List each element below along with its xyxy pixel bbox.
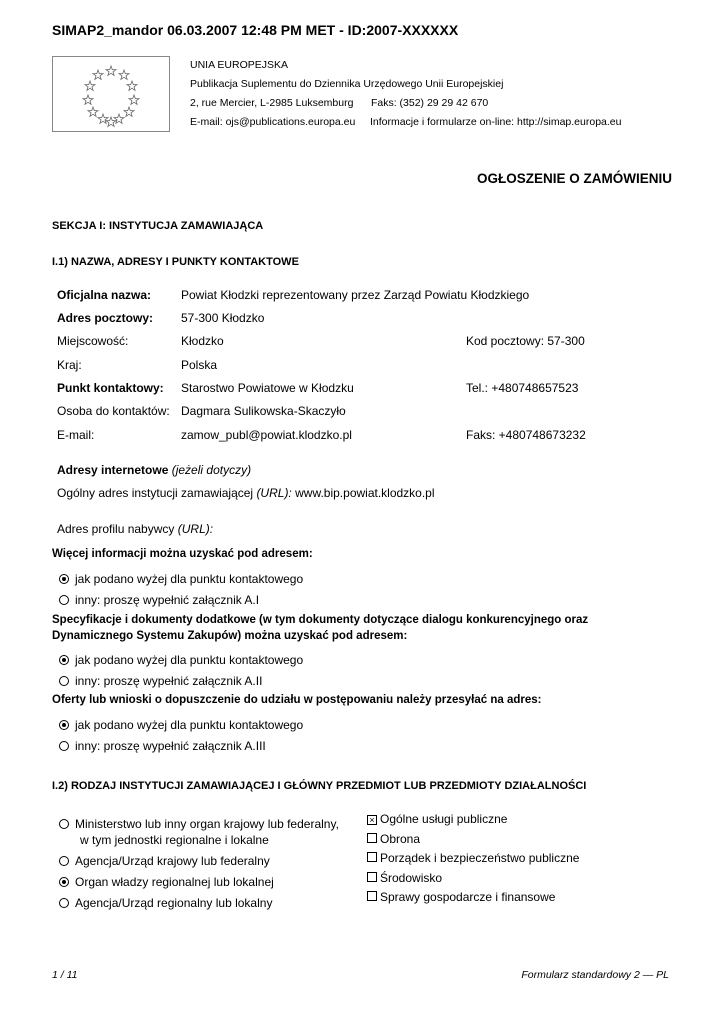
eu-fax: Faks: (352) 29 29 42 670 [370, 97, 489, 109]
offers-title: Oferty lub wnioski o dopuszczenie do udziału w postępowaniu należy przesyłać na adres: [52, 694, 542, 706]
subsection-title-2: I.2) RODZAJ INSTYTUCJI ZAMAWIAJĄCEJ I GŁÓWNY PRZEDMIOT LUB PRZEDMIOTY DZIAŁALNOŚCI [52, 780, 587, 792]
document-title: OGŁOSZENIE O ZAMÓWIENIU [477, 171, 672, 186]
type-option-2[interactable] [59, 854, 270, 868]
postcode-value: Kod pocztowy: 57-300 [466, 334, 585, 348]
radio-empty-icon[interactable] [59, 898, 69, 908]
option-label: jak podano wyżej dla punktu kontaktowego [75, 718, 304, 732]
eu-flag-logo [52, 56, 170, 132]
official-name-label: Oficjalna nazwa: [57, 288, 152, 302]
section-title: SEKCJA I: INSTYTUCJA ZAMAWIAJĄCA [52, 220, 264, 232]
radio-empty-icon[interactable] [59, 595, 69, 605]
option-label: Środowisko [380, 871, 443, 885]
radio-selected-icon[interactable] [59, 720, 69, 730]
option-label: inny: proszę wypełnić załącznik A.I [75, 593, 260, 607]
activity-option-1[interactable] [367, 812, 507, 826]
person-label: Osoba do kontaktów: [57, 404, 170, 418]
radio-empty-icon[interactable] [59, 819, 69, 829]
general-address-label: Ogólny adres instytucji zamawiającej [57, 486, 254, 500]
spec-option-1[interactable] [59, 653, 303, 667]
type-option-1-line2: w tym jednostki regionalne i lokalne [80, 833, 269, 847]
activity-option-5[interactable] [367, 890, 555, 904]
contact-point-label: Punkt kontaktowy: [57, 381, 164, 395]
offers-option-2[interactable] [59, 739, 266, 753]
country-label: Kraj: [57, 358, 82, 372]
spec-option-2[interactable] [59, 674, 262, 688]
checkbox-empty-icon[interactable] [367, 872, 377, 882]
official-name-value: Powiat Kłodzki reprezentowany przez Zarząd Powiatu Kłodzkiego [181, 288, 530, 302]
option-label: Agencja/Urząd krajowy lub federalny [75, 854, 270, 868]
more-info-title: Więcej informacji można uzyskać pod adresem: [52, 548, 313, 560]
option-label: Sprawy gospodarcze i finansowe [380, 890, 556, 904]
radio-selected-icon[interactable] [59, 877, 69, 887]
spec-title-line2: Dynamicznego Systemu Zakupów) można uzyskać pod adresem: [52, 630, 408, 642]
eu-stars-icon [53, 57, 169, 131]
option-label: Organ władzy regionalnej lub lokalnej [75, 875, 274, 889]
general-address [57, 486, 435, 500]
option-label: Ministerstwo lub inny organ krajowy lub federalny, [75, 817, 339, 831]
contact-point-value: Starostwo Powiatowe w Kłodzku [181, 381, 354, 395]
type-option-1[interactable] [59, 817, 339, 831]
option-label: Obrona [380, 832, 421, 846]
eu-line1: UNIA EUROPEJSKA [190, 59, 289, 71]
form-name: Formularz standardowy 2 — PL [521, 969, 669, 981]
header-title: SIMAP2_mandor 06.03.2007 12:48 PM MET - ID:2007-XXXXXX [52, 22, 459, 38]
offers-option-1[interactable] [59, 718, 303, 732]
radio-selected-icon[interactable] [59, 655, 69, 665]
checkbox-checked-icon[interactable]: × [367, 815, 377, 825]
subsection-title-1: I.1) NAZWA, ADRESY I PUNKTY KONTAKTOWE [52, 256, 299, 268]
city-label: Miejscowość: [57, 334, 129, 348]
phone-value: Tel.: +480748657523 [466, 381, 579, 395]
fax-value: Faks: +480748673232 [466, 428, 586, 442]
more-info-option-1[interactable] [59, 572, 303, 586]
activity-option-2[interactable] [367, 832, 420, 846]
checkbox-empty-icon[interactable] [367, 852, 377, 862]
type-option-3[interactable] [59, 875, 274, 889]
activity-option-4[interactable] [367, 871, 442, 885]
email-label: E-mail: [57, 428, 95, 442]
eu-publisher-info [190, 56, 621, 132]
email-value[interactable]: zamow_publ@powiat.klodzko.pl [181, 428, 352, 442]
checkbox-empty-icon[interactable] [367, 833, 377, 843]
profile-address-label: Adres profilu nabywcy [57, 522, 175, 536]
radio-empty-icon[interactable] [59, 856, 69, 866]
radio-empty-icon[interactable] [59, 741, 69, 751]
person-value: Dagmara Sulikowska-Skaczyło [181, 404, 346, 418]
option-label: jak podano wyżej dla punktu kontaktowego [75, 653, 304, 667]
eu-line4 [190, 113, 621, 132]
radio-selected-icon[interactable] [59, 574, 69, 584]
option-label: jak podano wyżej dla punktu kontaktowego [75, 572, 304, 586]
option-label: inny: proszę wypełnić załącznik A.III [75, 739, 266, 753]
postal-value: 57-300 Kłodzko [181, 311, 265, 325]
option-label: inny: proszę wypełnić załącznik A.II [75, 674, 263, 688]
option-label: Porządek i bezpieczeństwo publiczne [380, 851, 580, 865]
activity-option-3[interactable] [367, 851, 579, 865]
eu-line3 [190, 94, 621, 113]
page-number: 1 / 11 [52, 969, 78, 981]
radio-empty-icon[interactable] [59, 676, 69, 686]
profile-url-label: (URL): [177, 522, 214, 536]
option-label: Agencja/Urząd regionalny lub lokalny [75, 896, 273, 910]
option-label: Ogólne usługi publiczne [380, 812, 508, 826]
internet-note: (jeżeli dotyczy) [171, 463, 252, 477]
postal-label: Adres pocztowy: [57, 311, 154, 325]
general-url-label: (URL): [256, 486, 292, 500]
internet-heading [57, 463, 251, 477]
eu-info-link[interactable]: Informacje i formularze on-line: http://simap.europa.eu [369, 116, 622, 128]
spec-title-line1: Specyfikacje i dokumenty dodatkowe (w tym dokumenty dotyczące dialogu konkurencyjnego oraz [52, 614, 589, 626]
profile-address [57, 522, 213, 536]
more-info-option-2[interactable] [59, 593, 259, 607]
internet-label: Adresy internetowe [57, 463, 169, 477]
type-option-4[interactable] [59, 896, 272, 910]
eu-address: 2, rue Mercier, L-2985 Luksemburg [190, 97, 354, 109]
eu-line2: Publikacja Suplementu do Dziennika Urzędowego Unii Europejskiej [190, 78, 504, 90]
general-url[interactable]: www.bip.powiat.klodzko.pl [295, 486, 435, 500]
checkbox-empty-icon[interactable] [367, 891, 377, 901]
country-value: Polska [181, 358, 218, 372]
eu-email: E-mail: ojs@publications.europa.eu [190, 116, 356, 128]
city-value: Kłodzko [181, 334, 224, 348]
